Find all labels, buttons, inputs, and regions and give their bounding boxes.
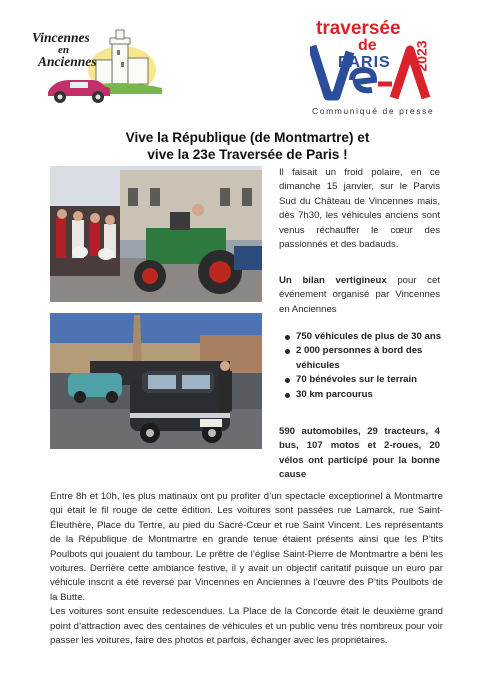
body-paragraph-2: Les voitures sont ensuite redescendues. La Place de la Concorde était le deuxième grand point d’attraction avec des centaines de véhicules et un public venu très nombreux pour voir passer les voitures, faire des photos et parfois, échanger avec les propriétaires. [50, 606, 443, 647]
right-logo-line3: PARIS [338, 54, 391, 71]
bullet-icon [285, 349, 290, 354]
list-item: 30 km parcourus [279, 388, 444, 402]
right-logo-line2: de [358, 37, 377, 54]
traversee-de-paris-logo [310, 18, 440, 114]
bilan-rest: pour cet événement organisé par Vincennes en Anciennes [279, 275, 440, 315]
right-logo-year: 2023 [413, 40, 430, 72]
list-item: 2 000 personnes à bord des véhicules [279, 344, 444, 373]
intro-paragraph: Il faisait un froid polaire, en ce dimanche 15 janvier, sur le Parvis Sud du Château de Vincennes mais, dès 7h30, les véhicules anciens sont venus réchauffer le cœur des passionnés et des badauds. [279, 167, 440, 251]
bilan-bold: Un bilan vertigineux [279, 275, 387, 286]
right-logo-line1: traversée [316, 18, 401, 39]
list-item: 750 véhicules de plus de 30 ans [279, 330, 444, 344]
title-line-1: Vive la République (de Montmartre) et [125, 130, 370, 145]
title-line-2: vive la 23e Traversée de Paris ! [147, 147, 348, 162]
main-body [50, 490, 443, 648]
list-item: 70 bénévoles sur le terrain [279, 373, 444, 387]
stats-list [279, 330, 444, 402]
bullet-icon [285, 335, 290, 340]
page-title [60, 129, 435, 163]
summary-paragraph: 590 automobiles, 29 tracteurs, 4 bus, 107 motos et 2-roues, 20 vélos ont participé pour la bonne cause [279, 426, 440, 481]
photo-tractor-drummers [50, 166, 262, 302]
left-logo-line1: Vincennes [32, 30, 90, 45]
left-logo-line3: Anciennes [38, 54, 97, 69]
body-paragraph-1: Entre 8h et 10h, les plus matinaux ont pu profiter d’un spectacle exceptionnel à Montmartre qui était le fil rouge de cette édition. Les voitures sont passées rue Lamarck, rue Saint-Éleuthère, Place du Tertre, au pied du Sacré-Cœur et rue Saint Vincent. Les représentants de la République de Montmartre en grande tenue étaient présents ainsi que les P’tits Poulbots qui jouaient du tambour. Le prêtre de l’église Saint-Pierre de Montmartre a béni les voitures. Derrière cette ambiance festive, il y avait un objectif caritatif puisque un euro par véhicule inscrit a été reversé par Vincennes en Anciennes à l’œuvre des P’tits Poulbots de la Butte. [50, 491, 443, 603]
press-release-tag: Communiqué de presse [312, 106, 435, 116]
bilan-paragraph [279, 274, 440, 317]
left-logo-line2: en [58, 44, 69, 56]
photo-mini-concorde [50, 313, 262, 449]
bullet-icon [285, 378, 290, 383]
bullet-icon [285, 393, 290, 398]
vincennes-en-anciennes-logo [30, 22, 170, 107]
